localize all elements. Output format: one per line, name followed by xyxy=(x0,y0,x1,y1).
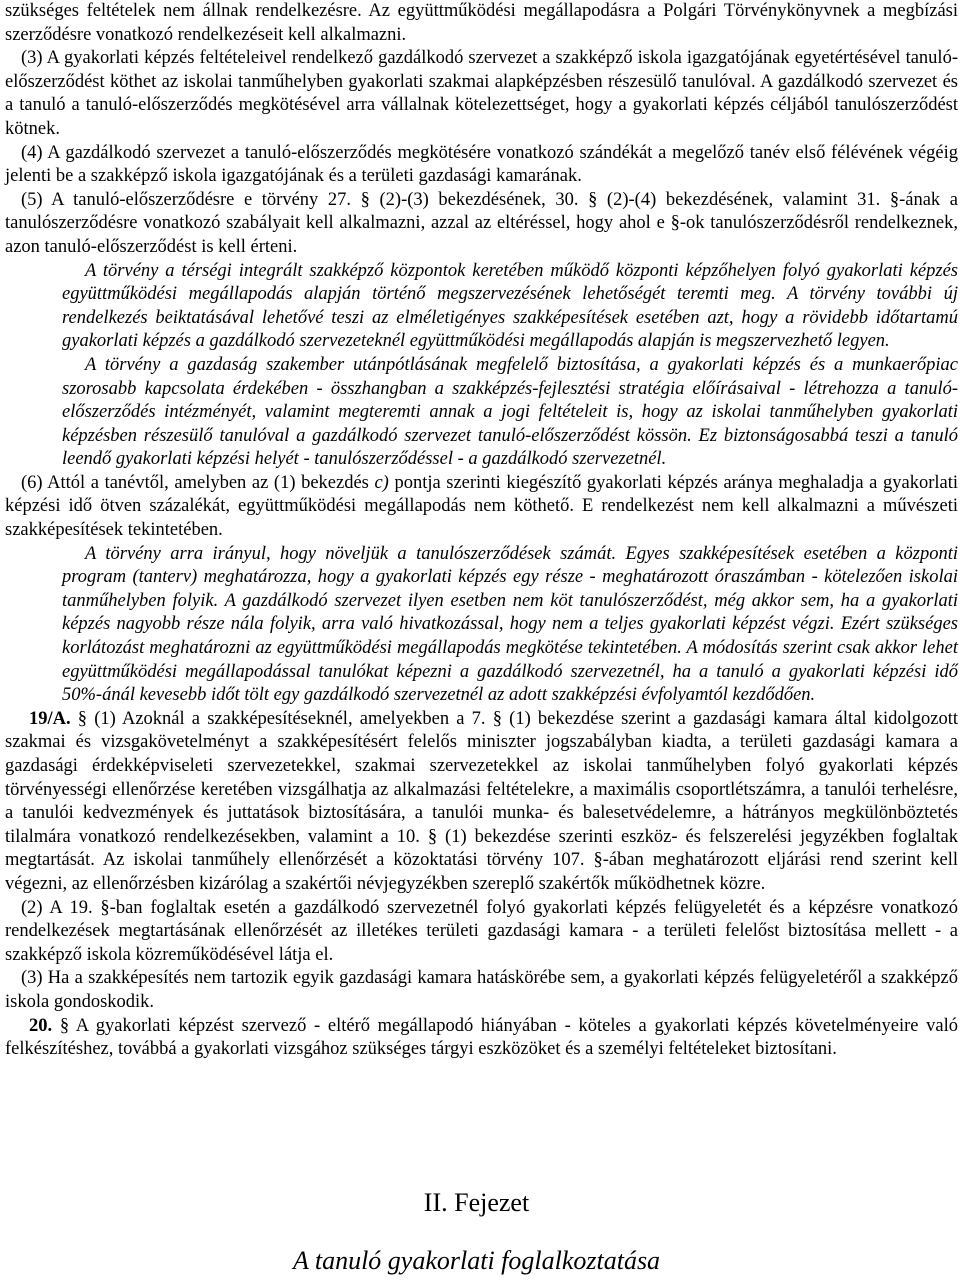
paragraph-5: (5) A tanuló-előszerződésre e törvény 27. § (2)-(3) bekezdésének, 30. § (2)-(4) bekezdésének, valamint 31. §-ának a tanulószerződésre vonatkozó szabályait kell alkalmazni, azzal az eltéréssel, hogy ahol e §-ok tanulószerződésről rendelkeznek, azon tanuló-előszerződést is kell érteni. xyxy=(5,189,958,257)
paragraph-6-end: pontja szerinti kiegészítő gyakorlati képzés aránya meghaladja a gyakorlati képzési idő ötven százalékát, együttműködési megállapodás nem köthető. E rendelkezést nem kell alkalmazni a művészeti szakképesítések tekintetében. xyxy=(5,472,958,541)
section-20 xyxy=(5,1015,958,1062)
chapter-number: II. Fejezet xyxy=(423,1188,530,1217)
section-19a-text: § (1) Azoknál a szakképesítéseknél, amelyekben a 7. § (1) bekezdése szerint a gazdasági kamara által kidolgozott szakmai és vizsgakövetelményt a szakképesítésért felelős miniszter jogszabályban kiadta, a területi gazdasági kamara a gazdasági érdekképviseleti szervezetekkel, szakmai szervezetekkel az iskolai tanműhelyben folyó gyakorlati képzés törvényességi ellenőrzése keretében vizsgálhatja az alkalmazási feltételekre, a maximális csoportlétszámra, a tanulói terhelésre, a tanulói kedvezmények és juttatások biztosítására, a tanulói munka- és balesetvédelemre, a hátrányos megkülönböztetés tilalmára vonatkozó rendelkezésekben, valamint a 10. § (1) bekezdése szerinti eszköz- és felszerelési jegyzékben foglaltak megtartását. Az iskolai tanműhely ellenőrzését a közoktatási törvény 107. §-ában meghatározott eljárási rend szerint kell végezni, az ellenőrzésben kizárólag a szakértői névjegyzékben szereplő szakértők működhetnek közre. xyxy=(5,708,958,894)
section-19a xyxy=(5,708,958,897)
commentary-2-text: A törvény a gazdaság szakember utánpótlásának megfelelő biztosítása, a gyakorlati képzés és a munkaerőpiac szorosabb kapcsolata érdekében - összhangban a szakképzés-fejlesztési stratégia előírásaival - létrehozza a tanuló-előszerződés intézményét, valamint megteremti annak a jogi feltételeit is, hogy az iskolai tanműhelyben gyakorlati képzésben részesülő tanulóval a gazdálkodó szervezet tanuló-előszerződést kössön. Ez biztonságosabbá teszi a tanuló leendő gyakorlati képzési helyét - tanulószerződéssel - a gazdálkodó szervezetnél. xyxy=(62,354,958,470)
section-20-text: § A gyakorlati képzést szervező - eltérő megállapodó hiányában - köteles a gyakorlati képzés követelményeire való felkészítéshez, továbbá a gyakorlati vizsgához szükséges tárgyi eszközöket és a személyi feltételeket biztosítani. xyxy=(5,1015,958,1060)
paragraph-6-point: c) xyxy=(374,472,389,493)
paragraph-6 xyxy=(5,472,958,543)
document-page xyxy=(5,0,958,1062)
commentary-3 xyxy=(62,543,958,708)
section-19a-number: 19/A. xyxy=(29,708,71,729)
section-19a-paragraph-2: (2) A 19. §-ban foglaltak esetén a gazdálkodó szervezetnél folyó gyakorlati képzés felügyeletét és a képzésre vonatkozó rendelkezések megtartásának ellenőrzését az illetékes területi gazdasági kamara - a területi felelőst biztosítása mellett - a szakképző iskola közreműködésével látja el. xyxy=(5,897,958,965)
commentary-1-text: A törvény a térségi integrált szakképző központok keretében működő központi képzőhelyen folyó gyakorlati képzés együttműködési megállapodás alapján történő megszervezésének lehetőségét teremti meg. A törvény további új rendelkezés beiktatásával lehetővé teszi az elméletigényes szakképesítések esetében azt, hogy a rövidebb időtartamú gyakorlati képzés a gazdálkodó szervezeteknél együttműködési megállapodás alapján is megszervezhető legyen. xyxy=(62,260,958,352)
section-20-number: 20. xyxy=(29,1015,53,1036)
paragraph-4: (4) A gazdálkodó szervezet a tanuló-előszerződés megkötésére vonatkozó szándékát a megelőző tanév első félévének végéig jelenti be a szakképző iskola igazgatójának és a területi gazdasági kamarának. xyxy=(5,142,958,187)
chapter-title: A tanuló gyakorlati foglalkoztatása xyxy=(292,1246,661,1275)
paragraph-3: (3) A gyakorlati képzés feltételeivel rendelkező gazdálkodó szervezet a szakképző iskola igazgatójának egyetértésével tanuló-előszerződést köthet az iskolai tanműhelyben gyakorlati szakmai alapképzésben részesülő tanulóval. A gazdálkodó szervezet és a tanuló a tanuló-előszerződés megkötésével arra vállalnak kötelezettséget, hogy a gyakorlati képzés céljából tanulószerződést kötnek. xyxy=(5,48,958,139)
section-19a-paragraph-3: (3) Ha a szakképesítés nem tartozik egyik gazdasági kamara hatáskörébe sem, a gyakorlati képzés felügyeletéről a szakképző iskola gondoskodik. xyxy=(5,968,958,1012)
commentary-2 xyxy=(62,354,958,472)
commentary-1 xyxy=(62,260,958,354)
paragraph-cooperation-agreement: szükséges feltételek nem állnak rendelkezésre. Az együttműködési megállapodásra a Polgári Törvénykönyvnek a megbízási szerződésre vonatkozó rendelkezéseit kell alkalmazni. xyxy=(5,1,958,45)
commentary-3-text: A törvény arra irányul, hogy növeljük a tanulószerződések számát. Egyes szakképesítések esetében a központi program (tanterv) meghatározza, hogy a gyakorlati képzés egy része - meghatározott óraszámban - kötelezően iskolai tanműhelyben folyik. A gazdálkodó szervezet ilyen esetben nem köt tanulószerződést, még akkor sem, ha a gyakorlati képzés nagyobb része nála folyik, arra való hivatkozással, hogy nem a teljes gyakorlati képzést végzi. Ezért szükséges korlátozást meghatározni az együttműködési megállapodás megkötése tekintetében. A módosítás szerint csak akkor lehet együttműködési megállapodással tanulókat képezni a gazdálkodó szervezetnél, ha a tanuló a gyakorlati képzési idő 50%-ánál kevesebb időt tölt egy gazdálkodó szervezetnél az adott szakképzési évfolyamtól kezdődően. xyxy=(62,543,958,706)
paragraph-6-start: (6) Attól a tanévtől, amelyben az (1) bekezdés xyxy=(21,472,375,493)
